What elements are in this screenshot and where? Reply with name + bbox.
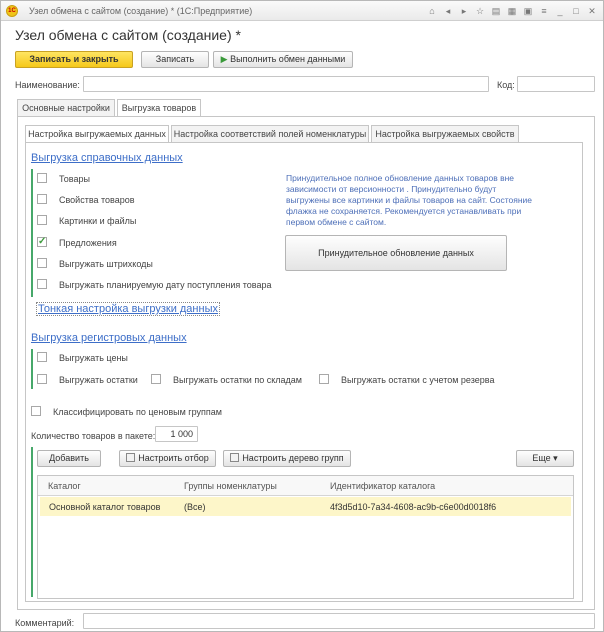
- stock-reserve-checkbox[interactable]: [319, 374, 329, 384]
- stock-by-warehouse-label: Выгружать остатки по складам: [173, 375, 302, 385]
- prices-checkbox[interactable]: [37, 352, 47, 362]
- catalog-table[interactable]: [37, 475, 574, 599]
- barcodes-checkbox[interactable]: [37, 258, 47, 268]
- classify-label: Классифицировать по ценовым группам: [53, 407, 222, 417]
- filter-icon: [126, 453, 135, 462]
- name-label: Наименование:: [15, 80, 80, 90]
- tab-main-settings[interactable]: Основные настройки: [17, 99, 115, 117]
- comment-input[interactable]: [83, 613, 595, 629]
- add-button[interactable]: Добавить: [37, 450, 101, 467]
- offers-checkbox[interactable]: [37, 237, 47, 247]
- tree-icon: [230, 453, 239, 462]
- play-icon: ▶: [220, 54, 231, 64]
- subtab-field-mapping[interactable]: Настройка соответствий полей номенклатуры: [171, 125, 369, 143]
- stock-label: Выгружать остатки: [59, 375, 138, 385]
- table-header: [38, 476, 573, 496]
- more-button[interactable]: [516, 450, 574, 467]
- force-update-note: Принудительное полное обновление данных товаров вне зависимости от версионности . Принудительно будут выгружены все картинки и файлы товаров на сайт. Состояние флажка не сохраняется. Рекомендуется устанавливать при первом обмене с сайтом.: [286, 173, 532, 227]
- calendar-icon[interactable]: ▣: [523, 6, 533, 16]
- offers-label: Предложения: [59, 238, 117, 248]
- planned-date-checkbox[interactable]: [37, 279, 47, 289]
- chevron-down-icon: ▾: [550, 453, 558, 463]
- forward-icon[interactable]: ▸: [461, 6, 467, 16]
- force-update-button[interactable]: Принудительное обновление данных: [285, 235, 507, 271]
- name-input[interactable]: [83, 76, 489, 92]
- register-group-bar: [31, 349, 33, 389]
- code-input[interactable]: [517, 76, 595, 92]
- window-title: Узел обмена с сайтом (создание) * (1С:Предприятие): [29, 6, 253, 16]
- page-title: Узел обмена с сайтом (создание) *: [15, 27, 241, 43]
- home-icon[interactable]: ⌂: [429, 6, 435, 16]
- barcodes-label: Выгружать штрихкоды: [59, 259, 153, 269]
- back-icon[interactable]: ◂: [445, 6, 451, 16]
- images-files-checkbox[interactable]: [37, 215, 47, 225]
- calculator-icon[interactable]: ▦: [507, 6, 517, 16]
- code-label: Код:: [497, 80, 515, 90]
- star-icon[interactable]: ☆: [475, 6, 485, 16]
- more-label: Еще: [532, 453, 551, 463]
- cell-groups: (Все): [184, 502, 206, 512]
- table-group-bar: [31, 447, 33, 597]
- goods-label: Товары: [59, 174, 90, 184]
- batch-size-input[interactable]: 1 000: [155, 426, 198, 442]
- classify-checkbox[interactable]: [31, 406, 41, 416]
- goods-properties-label: Свойства товаров: [59, 195, 135, 205]
- cell-catalog: Основной каталог товаров: [49, 502, 161, 512]
- stock-reserve-label: Выгружать остатки с учетом резерва: [341, 375, 495, 385]
- reference-group-bar: [31, 169, 33, 297]
- maximize-icon[interactable]: □: [573, 6, 579, 16]
- images-files-label: Картинки и файлы: [59, 216, 137, 226]
- register-data-header[interactable]: Выгрузка регистровых данных: [31, 332, 187, 344]
- column-header-groups[interactable]: Группы номенклатуры: [184, 481, 277, 491]
- setup-filter-button[interactable]: [119, 450, 216, 467]
- reference-data-header[interactable]: Выгрузка справочных данных: [31, 152, 183, 164]
- save-and-close-button[interactable]: Записать и закрыть: [15, 51, 133, 68]
- goods-properties-checkbox[interactable]: [37, 194, 47, 204]
- cell-catalog-id: 4f3d5d10-7a34-4608-ac9b-c6e00d0018f6: [330, 502, 497, 512]
- save-button[interactable]: Записать: [141, 51, 209, 68]
- column-header-catalog-id[interactable]: Идентификатор каталога: [330, 481, 436, 491]
- prices-label: Выгружать цены: [59, 353, 128, 363]
- document-icon[interactable]: ▤: [491, 6, 501, 16]
- planned-date-label: Выгружать планируемую дату поступления товара: [59, 280, 272, 290]
- checkmark-icon: ✓: [38, 236, 47, 247]
- column-header-catalog[interactable]: Каталог: [48, 481, 81, 491]
- comment-label: Комментарий:: [15, 618, 75, 628]
- setup-group-tree-label: Настроить дерево групп: [242, 453, 344, 463]
- run-exchange-button[interactable]: [213, 51, 353, 68]
- batch-size-label: Количество товаров в пакете:: [31, 431, 156, 441]
- title-bar: [1, 1, 603, 21]
- stock-checkbox[interactable]: [37, 374, 47, 384]
- run-exchange-label: Выполнить обмен данными: [230, 54, 346, 64]
- subtab-export-properties[interactable]: Настройка выгружаемых свойств: [371, 125, 519, 143]
- subtab-export-data[interactable]: Настройка выгружаемых данных: [25, 125, 169, 143]
- fine-tune-link[interactable]: Тонкая настройка выгрузки данных: [38, 303, 218, 315]
- table-row[interactable]: [40, 497, 571, 516]
- setup-filter-label: Настроить отбор: [138, 453, 209, 463]
- close-icon[interactable]: ✕: [588, 6, 596, 16]
- minimize-icon[interactable]: _: [557, 6, 563, 16]
- setup-group-tree-button[interactable]: [223, 450, 351, 467]
- tab-goods-export[interactable]: Выгрузка товаров: [117, 99, 201, 117]
- goods-checkbox[interactable]: [37, 173, 47, 183]
- stock-by-warehouse-checkbox[interactable]: [151, 374, 161, 384]
- app-logo-icon: 1С: [6, 5, 18, 17]
- menu-icon[interactable]: ≡: [541, 6, 547, 16]
